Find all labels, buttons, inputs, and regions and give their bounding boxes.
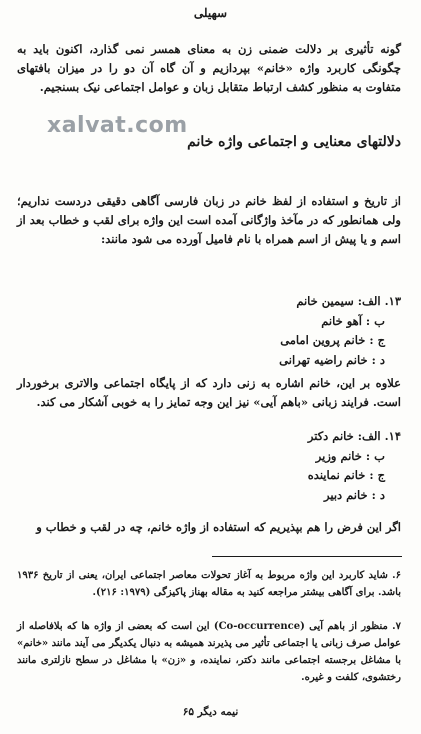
example-item: ۱۳. الف: سیمین خانم — [296, 294, 401, 308]
running-header: سهیلی — [193, 6, 228, 20]
section-heading: دلالتهای معنایی و اجتماعی واژه خانم — [187, 134, 401, 150]
example-list-13 — [101, 292, 401, 370]
example-item: ب : خانم وزیر — [315, 448, 385, 463]
footnote-7: ۷. منظور از باهم آیی (Co-occurrence) این است که بعضی از واژه ها که بلافاصله از عوامل صرف زبانی یا اجتماعی تأثیر می پذیرند همیشه به دنبال یکدیگر می آیند مانند «خانم» با مشاغل برجسته اجتماعی مانند دکتر، نماینده، و «زن» با مشاغل در سطح نازلتری مانند رختشوی، کلفت و غیره. — [17, 621, 401, 683]
footnote-divider — [212, 556, 402, 557]
example-list-14 — [101, 427, 401, 505]
watermark: xalvat.com — [47, 113, 188, 138]
example-item: ب : آهو خانم — [321, 313, 385, 328]
footnote-6: ۶. شاید کاربرد این واژه مربوط به آغاز تحولات معاصر اجتماعی ایران، یعنی از تاریخ ۱۹۳۶ باشد. برای آگاهی بیشتر مراجعه کنید به مقاله بهناز پاکیزگی (۱۹۷۹: ۲۱۶). — [17, 570, 401, 598]
intro-paragraph: گونه تأثیری بر دلالت ضمنی زن به معنای همسر نمی گذارد، اکنون باید به چگونگی کاربرد واژه «خانم» بپردازیم و آن گاه آن دو را در میزان بافتهای متفاوت به منظور کشف ارتباط متقابل زبان و عوامل اجتماعی نیک بسنجیم. — [17, 42, 401, 94]
example-item: ج : خانم پروین امامی — [280, 333, 385, 347]
example-item: ۱۴. الف: خانم دکتر — [307, 429, 401, 443]
example-item: د : خانم دبیر — [324, 487, 385, 502]
body-paragraph-2: علاوه بر این، خانم اشاره به زنی دارد که از پایگاه اجتماعی والاتری برخوردار است. فرایند زبانی «باهم آیی» نیز این وجه تمایز را به خوبی آشکار می کند. — [17, 376, 401, 409]
example-item: ج : خانم نماینده — [307, 468, 385, 482]
body-paragraph-3: اگر این فرض را هم بپذیریم که استفاده از واژه خانم، چه در لقب و خطاب و — [36, 520, 401, 534]
example-item: د : خانم راضیه تهرانی — [279, 352, 385, 367]
page-footer: نیمه دیگر ۶۵ — [182, 706, 239, 718]
body-paragraph-1: از تاریخ و استفاده از لفظ خانم در زبان فارسی آگاهی دقیقی دردست نداریم؛ ولی همانطور که در مآخذ واژگانی آمده است این واژه برای لقب و خطاب بعد از اسم و یا پیش از اسم همراه با نام فامیل آورده می شود مانند: — [17, 194, 401, 246]
